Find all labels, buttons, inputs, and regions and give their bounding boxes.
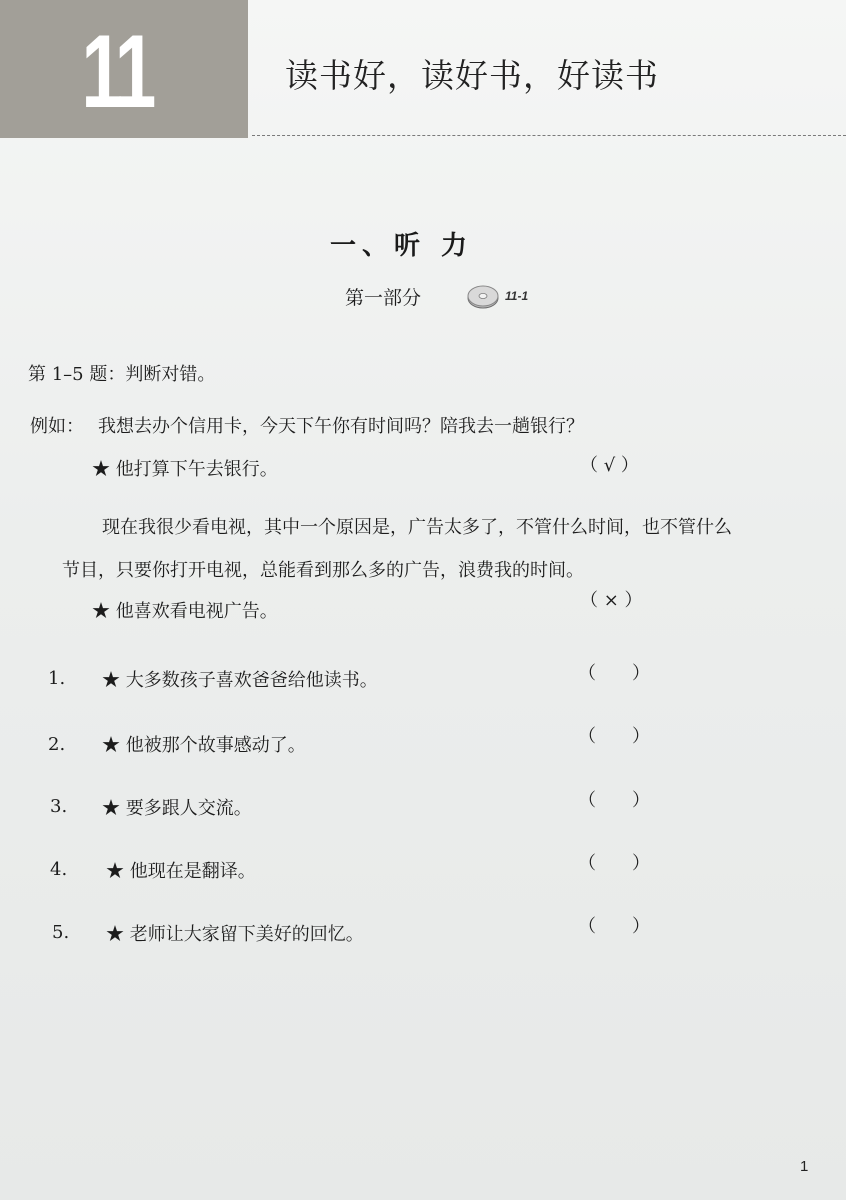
question-statement: ★ 老师让大家留下美好的回忆。 xyxy=(106,924,364,945)
example-answer: （ √ ） xyxy=(580,455,639,476)
example-label: 例如： xyxy=(30,416,84,437)
example-statement-2: ★ 他喜欢看电视广告。 xyxy=(92,601,278,622)
question-number: 1. xyxy=(48,668,66,689)
section-title: 一、听 力 xyxy=(330,231,474,261)
question-statement: ★ 要多跟人交流。 xyxy=(102,798,252,819)
question-statement: ★ 大多数孩子喜欢爸爸给他读书。 xyxy=(102,670,378,691)
question-number: 3. xyxy=(50,796,68,817)
answer-blank[interactable]: （ ） xyxy=(578,790,650,811)
answer-blank[interactable]: （ ） xyxy=(578,916,650,937)
question-number: 5. xyxy=(52,922,70,943)
part-title: 第一部分 xyxy=(345,287,422,309)
answer-blank[interactable]: （ ） xyxy=(578,853,650,874)
chapter-number: 11 xyxy=(81,14,152,130)
answer-blank[interactable]: （ ） xyxy=(578,663,650,684)
example-statement: ★ 他打算下午去银行。 xyxy=(92,459,278,480)
question-number: 2. xyxy=(48,734,66,755)
question-statement: ★ 他现在是翻译。 xyxy=(106,861,256,882)
answer-blank[interactable]: （ ） xyxy=(578,726,650,747)
example-answer-2: （ × ） xyxy=(580,590,643,611)
page-number: 1 xyxy=(800,1158,809,1175)
header-dashed-divider xyxy=(252,135,846,136)
passage-line-1: 现在我很少看电视，其中一个原因是，广告太多了，不管什么时间，也不管什么 xyxy=(102,517,732,538)
chapter-title: 读书好，读好书，好读书 xyxy=(285,56,659,95)
question-number: 4. xyxy=(50,859,68,880)
chapter-number-block xyxy=(0,0,248,138)
audio-track-label: 11-1 xyxy=(505,289,529,303)
cd-icon xyxy=(466,284,500,310)
example-sentence: 我想去办个信用卡，今天下午你有时间吗？陪我去一趟银行？ xyxy=(98,416,584,437)
passage-line-2: 节目，只要你打开电视，总能看到那么多的广告，浪费我的时间。 xyxy=(62,560,584,581)
question-statement: ★ 他被那个故事感动了。 xyxy=(102,735,306,756)
instructions: 第 1–5 题：判断对错。 xyxy=(28,364,216,385)
